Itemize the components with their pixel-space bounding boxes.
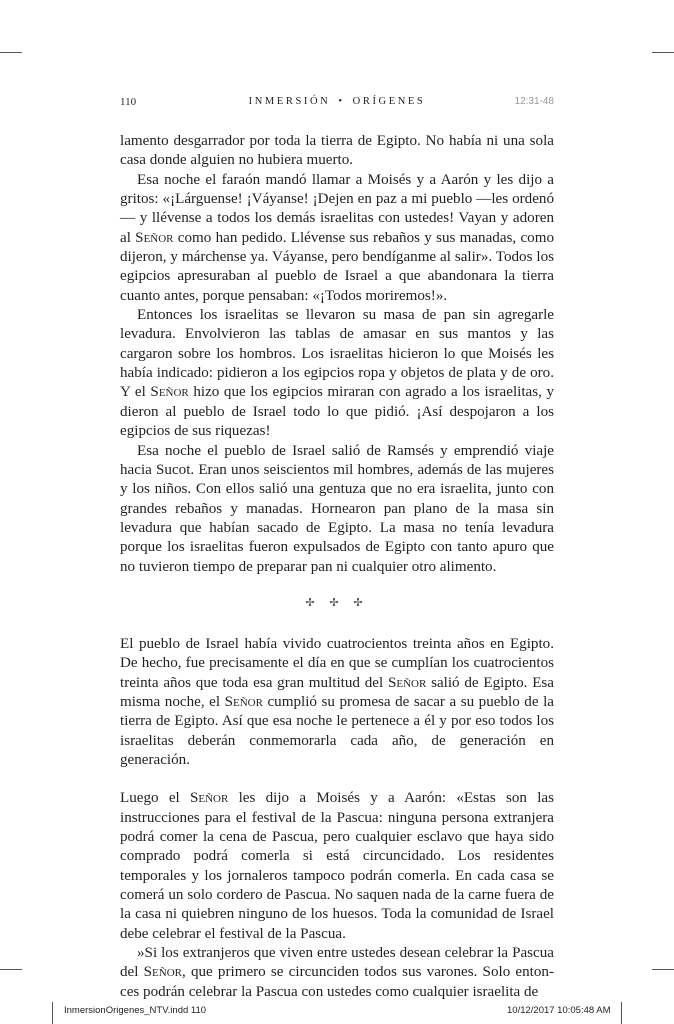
section-break (120, 577, 554, 635)
paragraph-3 (120, 306, 554, 441)
crop-mark-bottom-right (652, 969, 674, 970)
paragraph-6 (120, 789, 554, 944)
running-title-right: ORÍGENES (352, 96, 426, 107)
chapter-verse-reference: 12:31-48 (514, 96, 554, 107)
paragraph-7 (120, 944, 554, 1002)
lord-small-caps: Señor (189, 790, 229, 807)
paragraph-6-text-b: les dijo a Moisés y a Aarón: «Estas son las instrucciones para el festival de la Pascua: ninguna persona extranjera podrá comer la cena de Pascua, pero cualquier esclavo que haya sido comprado podrá comerla si está circuncidado. Los residentes temporales y los jornaleros tampoco podrán comerla. En cada casa se comerá un solo cordero de Pascua. No saquen nada de la carne fuera de la casa ni quiebren ninguno de los huesos. Toda la comunidad de Israel debe celebrar el festival de la Pascua. (120, 790, 554, 942)
lord-small-caps: Señor (387, 674, 427, 691)
paragraph-1: lamento desgarrador por toda la tierra de Egipto. No había ni una sola casa donde alguien no hubiera muerto. (120, 133, 554, 169)
running-header (120, 96, 554, 112)
lord-small-caps: Señor (135, 229, 174, 246)
crop-mark-bottom-left (0, 969, 22, 970)
page-number: 110 (120, 96, 137, 108)
paragraph-2-text-b: como han pedido. Llévense sus rebaños y sus manadas, como dijeron, y márchense ya. Váyanse, pero bendíganme al salir». Todos los egipcios apresuraban al pueblo de Israel a que abandonara la tierra cuanto antes, porque pensaban: «¡Todos moriremos!». (120, 229, 554, 304)
running-title-left: INMERSIÓN (248, 96, 331, 107)
section-ornament: ✢ ✢ ✢ (305, 596, 369, 609)
running-title-separator: • (338, 96, 345, 107)
lord-small-caps: Señor (150, 384, 189, 401)
crop-mark-top-left (0, 52, 22, 53)
paragraph-5 (120, 635, 554, 770)
crop-mark-bottom-left-vertical (52, 1002, 53, 1024)
running-title (120, 96, 554, 107)
paragraph-5-text-a: El pueblo de Israel había vivido cuatrocientos treinta años en Egipto. De hecho, fue precisamente el día en que se cumplían los cuatrocientos treinta años que toda esa gran multitud del (120, 635, 554, 691)
page-body (120, 132, 554, 1002)
crop-mark-top-right (652, 52, 674, 53)
paragraph-2-text-a: Esa noche el faraón mandó llamar a Moisés y a Aarón y les dijo a gritos: «¡Lárguense! ¡Váyanse! ¡Dejen en paz a mi pueblo —les ordenó— y llévense a todos los demás israelitas con ustedes! Vayan y adoren al (120, 171, 554, 246)
print-slug-date: 10/12/2017 10:05:48 AM (507, 1005, 611, 1016)
paragraph-3-text-b: hizo que los egipcios miraran con agrado a los israelitas, y dieron al pueblo de Israel todo lo que pidió. ¡Así despojaron a los egipcios de sus riquezas! (120, 384, 555, 440)
paragraph-2 (120, 171, 554, 306)
crop-mark-bottom-right-vertical (621, 1002, 622, 1024)
paragraph-gap (120, 770, 554, 789)
print-slug-file: InmersionOrigenes_NTV.indd 110 (64, 1005, 207, 1016)
paragraph-5-text-b: salió de Egipto. Esa misma noche, el (120, 674, 554, 710)
paragraph-7-text-b: , que primero se circunciden todos sus varones. Solo entonces podrán celebrar la Pascua con ustedes como cualquier israelita de (120, 964, 554, 1000)
paragraph-6-text-a: Luego el (120, 790, 190, 807)
paragraph-7-text-a: »Si los extranjeros que viven entre ustedes desean celebrar la Pascua del (120, 945, 554, 981)
paragraph-3-text-a: Entonces los israelitas se llevaron su masa de pan sin agregarle levadura. Envolvieron las tablas de amasar en sus mantos y las cargaron sobre los hombros. Los israelitas hicieron lo que Moisés les había indicado: pidieron a los egipcios ropa y objetos de plata y de oro. Y el (120, 307, 554, 401)
lord-small-caps: Señor (224, 693, 263, 710)
paragraph-4: Esa noche el pueblo de Israel salió de Ramsés y emprendió viaje hacia Sucot. Eran unos seiscientos mil hombres, además de las mujeres y los niños. Con ellos salió una gentuza que no era israelita, junto con grandes rebaños y manadas. Hornearon pan plano de la masa sin levadura que habían sacado de Egipto. La masa no tenía levadura porque los israelitas fueron expulsados de Egipto con tanto apuro que no tuvieron tiempo de preparar pan ni cualquier otro alimento. (120, 442, 554, 575)
paragraph-5-text-c: cumplió su promesa de sacar a su pueblo de la tierra de Egipto. Así que esa noche le pertenece a él y por eso todos los israelitas deberán conmemorarla cada año, de generación en generación. (120, 693, 554, 768)
lord-small-caps: Señor (143, 964, 182, 981)
